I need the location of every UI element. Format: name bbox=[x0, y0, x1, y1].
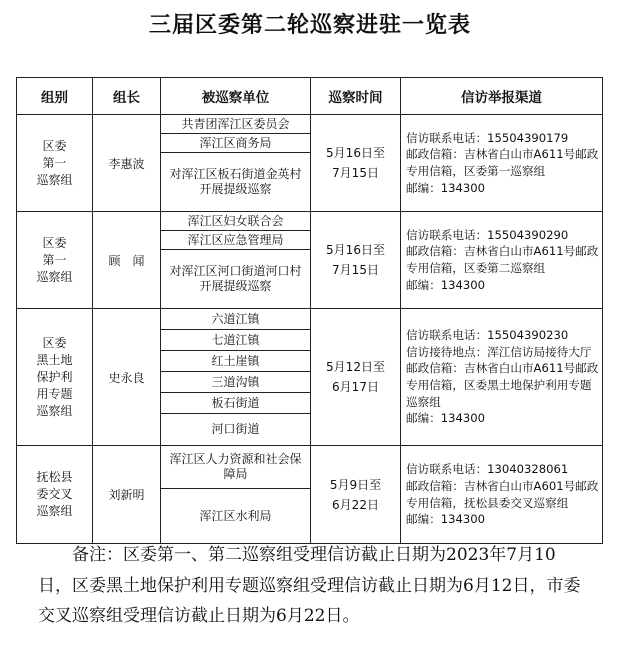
units-cell bbox=[161, 446, 311, 544]
time-line: 5月16日至 bbox=[326, 146, 385, 160]
header-time: 巡察时间 bbox=[311, 78, 401, 115]
group-line: 保护利 bbox=[36, 369, 73, 384]
group-line: 用专题 bbox=[36, 386, 73, 401]
unit-item: 对浑江区板石街道金英村开展提级巡察 bbox=[169, 167, 302, 196]
unit-item: 红土崖镇 bbox=[161, 351, 310, 372]
unit-item: 浑江区商务局 bbox=[161, 134, 310, 153]
time-cell bbox=[311, 309, 401, 446]
group-line: 区委 bbox=[42, 335, 67, 350]
group-cell bbox=[17, 115, 93, 212]
group-cell bbox=[17, 309, 93, 446]
table-row bbox=[17, 446, 603, 544]
inspection-table bbox=[16, 77, 603, 544]
group-line: 第一 bbox=[42, 155, 67, 170]
leader-cell: 李惠波 bbox=[93, 115, 161, 212]
group-line: 黑土地 bbox=[36, 352, 73, 367]
unit-item: 板石街道 bbox=[161, 393, 310, 414]
channels-cell bbox=[401, 115, 603, 212]
leader-cell: 史永良 bbox=[93, 309, 161, 446]
contact-line: 邮政信箱：吉林省白山市A611号邮政专用信箱，区委第一巡察组 bbox=[406, 147, 599, 178]
unit-item: 七道江镇 bbox=[161, 330, 310, 351]
time-line: 5月12日至 bbox=[326, 360, 385, 374]
leader-cell: 刘新明 bbox=[93, 446, 161, 544]
group-line: 巡察组 bbox=[36, 269, 73, 284]
time-cell bbox=[311, 115, 401, 212]
table-header-row bbox=[17, 78, 603, 115]
time-line: 7月15日 bbox=[332, 263, 379, 277]
channels-cell bbox=[401, 212, 603, 309]
group-line: 抚松县 bbox=[36, 470, 73, 484]
unit-item: 浑江区应急管理局 bbox=[161, 231, 310, 250]
unit-item: 三道沟镇 bbox=[161, 372, 310, 393]
header-leader: 组长 bbox=[93, 78, 161, 115]
group-cell bbox=[17, 446, 93, 544]
time-cell bbox=[311, 446, 401, 544]
contact-line: 邮编：134300 bbox=[406, 512, 486, 527]
table-row bbox=[17, 115, 603, 212]
unit-item: 浑江区人力资源和社会保障局 bbox=[161, 446, 310, 489]
channels-cell bbox=[401, 309, 603, 446]
contact-line: 信访联系电话：15504390230 bbox=[406, 328, 569, 343]
leader-cell: 顾 闻 bbox=[93, 212, 161, 309]
footnote: 备注：区委第一、第二巡察组受理信访截止日期为2023年7月10日，区委黑土地保护利用专题巡察组受理信访截止日期为6月12日，市委交叉巡察组受理信访截止日期为6月22日。 bbox=[38, 545, 581, 626]
header-units: 被巡察单位 bbox=[161, 78, 311, 115]
time-line: 6月17日 bbox=[332, 380, 379, 394]
time-line: 5月16日至 bbox=[326, 243, 385, 257]
group-cell bbox=[17, 212, 93, 309]
unit-item: 河口街道 bbox=[211, 422, 260, 436]
group-line: 委交叉 bbox=[36, 487, 73, 501]
table-row bbox=[17, 212, 603, 309]
header-group: 组别 bbox=[17, 78, 93, 115]
group-line: 区委 bbox=[42, 138, 67, 153]
group-line: 巡察组 bbox=[36, 504, 73, 518]
time-cell bbox=[311, 212, 401, 309]
group-line: 区委 bbox=[42, 235, 67, 250]
contact-line: 邮编：134300 bbox=[406, 411, 486, 426]
contact-line: 邮编：134300 bbox=[406, 180, 486, 195]
unit-item: 六道江镇 bbox=[161, 309, 310, 330]
time-line: 5月9日至 bbox=[329, 477, 382, 492]
contact-line: 信访联系电话：15504390290 bbox=[406, 227, 569, 242]
contact-line: 邮政信箱：吉林省白山市A611号邮政专用信箱，区委黑土地保护利用专题巡察组 bbox=[406, 361, 599, 409]
group-line: 巡察组 bbox=[36, 172, 73, 187]
contact-line: 信访联系电话：13040328061 bbox=[406, 462, 569, 477]
page-title: 三届区委第二轮巡察进驻一览表 bbox=[148, 12, 471, 38]
header-channels: 信访举报渠道 bbox=[401, 78, 603, 115]
unit-item: 浑江区妇女联合会 bbox=[161, 212, 310, 231]
channels-cell bbox=[401, 446, 603, 544]
contact-line: 信访联系电话：15504390179 bbox=[406, 130, 569, 145]
units-cell bbox=[161, 212, 311, 309]
contact-line: 邮编：134300 bbox=[406, 277, 486, 292]
group-line: 第一 bbox=[42, 252, 67, 267]
contact-line: 邮政信箱：吉林省白山市A601号邮政专用信箱，抚松县委交叉巡察组 bbox=[406, 478, 599, 510]
units-cell bbox=[161, 115, 311, 212]
unit-item: 共青团浑江区委员会 bbox=[161, 115, 310, 134]
group-line: 巡察组 bbox=[36, 403, 73, 418]
units-cell bbox=[161, 309, 311, 446]
unit-item: 浑江区水利局 bbox=[199, 508, 272, 523]
unit-item: 对浑江区河口街道河口村开展提级巡察 bbox=[169, 264, 302, 293]
time-line: 6月22日 bbox=[332, 497, 379, 512]
contact-line: 邮政信箱：吉林省白山市A611号邮政专用信箱，区委第二巡察组 bbox=[406, 244, 599, 275]
time-line: 7月15日 bbox=[332, 166, 379, 180]
table-row bbox=[17, 309, 603, 446]
contact-line: 信访接待地点：浑江信访局接待大厅 bbox=[406, 344, 592, 359]
